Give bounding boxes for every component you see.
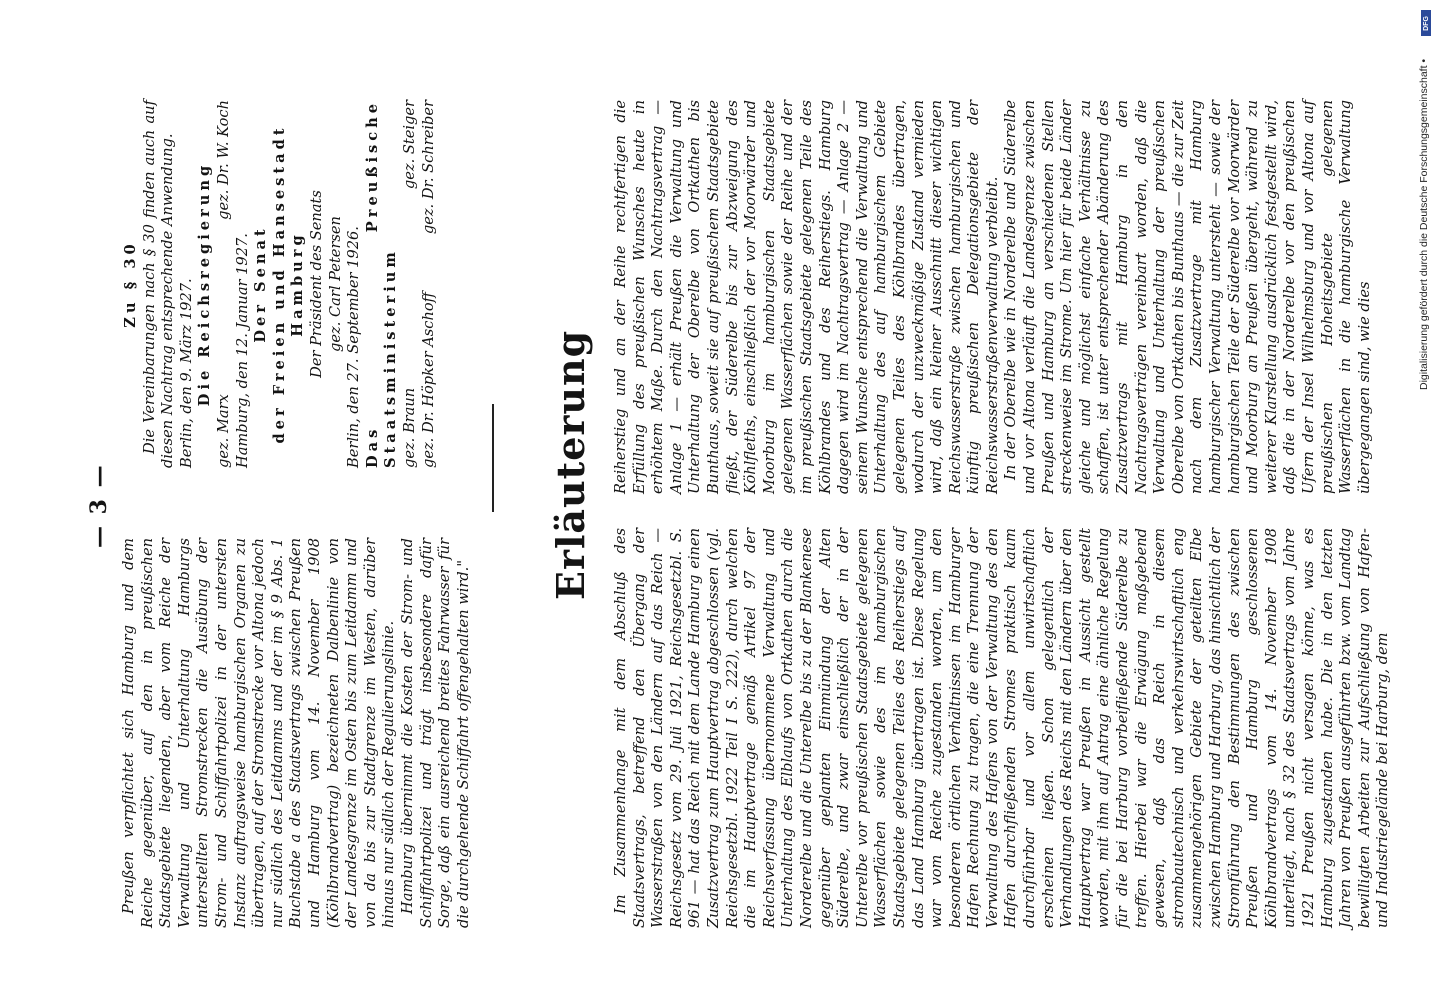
- digitization-note: Digitalisierung gefördert durch die Deutsche Forschungsgemeinschaft •: [1418, 58, 1430, 390]
- policing-paragraph: Preußen verpflichtet sich Hamburg und dem Reiche gegenüber, auf den in preußischen Staatsgebiete liegenden, aber vom Reiche der Verwaltung und Unterhaltung Hamburgs unterstellten Stromstrecken die Ausübung der Strom- und Schiffahrtpolizei in der untersten Instanz auftragsweise hamburgischen Organen zu übertragen, auf der Stromstrecke vor Altona jedoch nur südlich des Leitdamms und der im § 9 Abs. 1 Buchstabe a des Staatsvertrags zwischen Preußen und Hamburg vom 14. November 1908 (Köhlbrandvertrag) bezeichneten Dalbenlinie von der Landesgrenze im Osten bis zum Leitdamm und von da bis zur Stadtgrenze im Westen, darüber hinaus nur südlich der Regulierungslinie.: [120, 538, 398, 928]
- signature-hoepker-aschoff: gez. Dr. Höpker Aschoff: [419, 292, 437, 468]
- senate-president-label: Der Präsident des Senats: [307, 190, 325, 378]
- signature-braun: gez. Braun: [400, 387, 418, 468]
- senat-label: Der Senat: [252, 225, 270, 343]
- signature-row-1: [215, 100, 234, 468]
- date-berlin-1926: Berlin, den 27. September 1926.: [345, 226, 363, 468]
- explanation-paragraph-3: In der Oberelbe wie in Norderelbe und Süderelbe und vor Altona verläuft die Landesgrenze zwischen Preußen und Hamburg an verschiedenen Stellen streckenweise im Strome. Um hier für beide Länder gleiche und möglichst einfache Verhältnisse zu schaffen, ist unter entsprechender Abänderung des Zusatzvertrags mit Hamburg in den Nachtragsverträgen vereinbart worden, daß die Verwaltung und Unterhaltung der preußischen Oberelbe von Ortkathen bis Bunthaus — die zur Zeit nach dem Zusatzvertrage mit Hamburg hamburgischer Verwaltung untersteht — sowie der hamburgischen Teile der Süderelbe vor Moorwärder und Moorburg an Preußen übergeht, während zu weiterer Klarstellung ausdrücklich festgestellt wird, daß die in der Norderelbe vor den preußischen Ufern der Insel Wilhelmsburg und vor Altona auf preußischen Hoheitsgebiete gelegenen Wasserflächen in die hamburgische Verwaltung übergegangen sind, wie dies: [1002, 100, 1373, 494]
- upper-left-text-column: [120, 538, 473, 928]
- date-berlin-1927: Berlin, den 9. März 1927.: [177, 278, 195, 468]
- hansestadt-label: der Freien und Hansestadt Hamburg: [270, 124, 307, 444]
- lower-right-text-column: [612, 100, 1374, 494]
- date-hamburg-1927: Hamburg, den 12. Januar 1927.: [233, 233, 251, 468]
- signature-petersen: gez. Carl Petersen: [326, 216, 344, 352]
- upper-right-text-column: [122, 100, 438, 468]
- staatsministerium-label: Das Preußische Staatsministerium: [363, 100, 400, 468]
- lower-left-text-column: [612, 528, 1393, 928]
- signature-row-3: [401, 100, 420, 468]
- explanation-paragraph-1: Im Zusammenhange mit dem Abschluß des Staatsvertrags, betreffend den Übergang der Wasserstraßen von den Ländern auf das Reich — Reichsgesetz vom 29. Juli 1921, Reichsgesetzbl. S. 961 — hat das Reich mit dem Lande Hamburg einen Zusatzvertrag zum Hauptvertrag abgeschlossen (vgl. Reichsgesetzbl. 1922 Teil I S. 222), durch welchen die im Hauptvertrage gemäß Artikel 97 der Reichsverfassung übernommene Verwaltung und Unterhaltung des Elblaufs von Ortkathen durch die Norderelbe und die Unterelbe bis zu der Blankenese gegenüber geplanten Einmündung der Alten Süderelbe, und zwar einschließlich der in der Unterelbe vor preußischen Staatsgebiete gelegenen Wasserflächen sowie des im hamburgischen Staatsgebiete gelegenen Teiles des Reiherstiegs auf das Land Hamburg übertragen ist. Diese Regelung war vom Reiche zugestanden worden, um den besonderen örtlichen Verhältnissen im Hamburger Hafen Rechnung zu tragen, die eine Trennung der Verwaltung des Hafens von der Verwaltung des den Hafen durchfließenden Stromes praktisch kaum durchführbar und vor allem unwirtschaftlich erscheinen ließen. Schon gelegentlich der Verhandlungen des Reichs mit den Ländern über den Hauptvertrag war Preußen in Aussicht gestellt worden, mit ihm auf Antrag eine ähnliche Regelung für die bei Harburg vorbeifließende Süderelbe zu treffen. Hierbei war die Erwägung maßgebend gewesen, daß das Reich in diesem strombautechnisch und verkehrswirtschaftlich eng zusammengehörigen Gebiete der geteilten Elbe zwischen Hamburg und Harburg, das hinsichtlich der Stromführung den Bestimmungen des zwischen Preußen und Hamburg geschlossenen Köhlbrandvertrags vom 14. November 1908 unterliegt, nach § 32 des Staatsvertrags vom Jahre 1921 Preußen nicht versagen könne, was es Hamburg zugestanden habe. Die in den letzten Jahren von Preußen ausgeführten bzw. vom Landtag bewilligten Arbeiten zur Aufschließung von Hafen- und Industriegelände bei Harburg, dem: [612, 528, 1392, 928]
- page-number: — 3 —: [86, 463, 112, 548]
- erlaeuterung-heading: Erläuterung: [548, 329, 593, 600]
- hamburg-costs-paragraph: Hamburg übernimmt die Kosten der Strom- und Schiffahrtpolizei und trägt insbesondere dafür Sorge, daß ein ausreichend breites Fahrwasser für die durchgehende Schiffahrt offengehalten wird.": [398, 538, 472, 928]
- explanation-paragraph-2: Reiherstieg und an der Reihe rechtfertigen die Erfüllung des preußischen Wunsches heute in erhöhtem Maße. Durch den Nachtragsvertrag — Anlage 1 — erhält Preußen die Verwaltung und Unterhaltung der Oberelbe von Ortkathen bis Bunthaus, soweit sie auf preußischem Staatsgebiete fließt, der Süderelbe bis zur Abzweigung des Köhlfleths, einschließlich der vor Moorwärder und Moorburg im hamburgischen Staatsgebiete gelegenen Wasserflächen sowie der Reihe und der im preußischen Staatsgebiete gelegenen Teile des Köhlbrandes und des Reiherstiegs. Hamburg dagegen wird im Nachtragsvertrag — Anlage 2 — seinem Wunsche entsprechend die Verwaltung und Unterhaltung des auf hamburgischem Gebiete gelegenen Teiles des Köhlbrandes übertragen, wodurch der unzweckmäßige Zustand vermieden wird, daß ein kleiner Ausschnitt dieser wichtigen Reichswasserstraße zwischen hamburgischen und künftig preußischen Delegationsgebiete der Reichswasserstraßenverwaltung verbleibt.: [612, 100, 1001, 494]
- dfg-logo: [1421, 10, 1431, 36]
- agreement-paragraph: Die Vereinbarungen nach § 30 finden auch auf diesen Nachtrag entsprechende Anwendung.: [140, 100, 177, 468]
- signature-steiger: gez. Steiger: [400, 100, 418, 190]
- separator-rule: [492, 404, 494, 512]
- signature-row-4: [420, 100, 439, 468]
- reichsregierung-label: Die Reichsregierung: [196, 161, 214, 407]
- signature-schreiber: gez. Dr. Schreiber: [419, 100, 437, 235]
- signature-koch: gez. Dr. W. Koch: [214, 100, 232, 220]
- section-heading-zu-30: Zu § 30: [122, 240, 139, 328]
- signature-marx: gez. Marx: [214, 394, 232, 468]
- dfg-badge-text: DFG: [1422, 15, 1430, 31]
